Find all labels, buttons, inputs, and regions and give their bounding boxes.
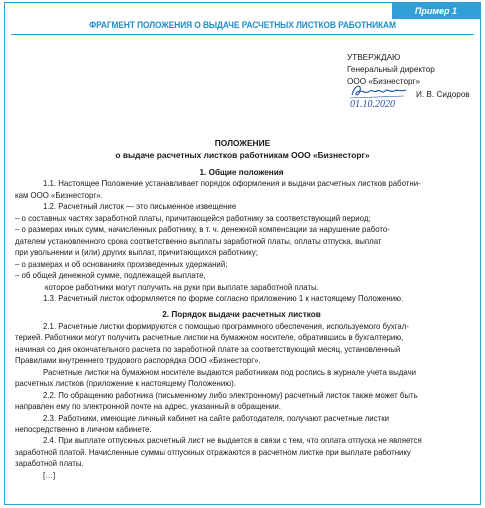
approval-line-1: УТВЕРЖДАЮ (347, 53, 401, 62)
handwritten-signature (348, 81, 410, 101)
paragraph-line: 2.1. Расчетные листки формируются с помощью программного обеспечения, используемого бухгал- (43, 321, 409, 331)
paragraph-line: кам ООО «Бизнесторг». (15, 190, 103, 200)
paragraph-line: дателем установленного срока соответственно выплаты заработной платы, оплаты отпуска, выплат (15, 236, 382, 246)
paragraph-line: 2.4. При выплате отпускных расчетный лист не выдается в связи с тем, что оплата отпуска не является (43, 436, 422, 446)
document-body (15, 167, 468, 481)
ellipsis-marker: […] (43, 470, 56, 480)
document-title (5, 137, 480, 161)
approval-line-2: Генеральный директор (347, 65, 435, 74)
list-item: – о размерах иных сумм, начисленных работнику, в т. ч. денежной компенсации за нарушение работо- (15, 225, 390, 235)
list-item: – о составных частях заработной платы, причитающейся работнику за соответствующий период; (15, 213, 371, 223)
approval-date: 01.10.2020 (350, 99, 395, 110)
paragraph-line: заработной платы. (15, 459, 84, 469)
paragraph-line: расчетных листков (приложение к настоящему Положению). (15, 379, 236, 389)
paragraph-line: непосредственно в личном кабинете. (15, 424, 152, 434)
list-item: – о размерах и об основаниях произведенных удержаний; (15, 259, 228, 269)
paragraph-line: терией. Работники могут получить расчетные листки на бумажном носителе, обратившись в бухгалтерию, (15, 333, 404, 343)
paragraph-line: 1.1. Настоящее Положение устанавливает порядок оформления и выдачи расчетных листков работни- (43, 179, 421, 189)
paragraph-line: Расчетные листки на бумажном носителе выдаются работникам под роспись в журнале учета выдачи (43, 367, 417, 377)
paragraph-line: Правилами внутреннего трудового распорядка ООО «Бизнесторг». (15, 356, 261, 366)
document-title-line-1: ПОЛОЖЕНИЕ (214, 138, 271, 148)
header-divider (11, 34, 474, 35)
approval-line-3: ООО «Бизнесторг» (347, 77, 421, 86)
list-item: – об общей денежной сумме, подлежащей выплате, (15, 271, 206, 281)
paragraph-line: при увольнении и (или) других выплат, причитающихся работнику; (15, 248, 258, 258)
paragraph-line: 2.3. Работники, имеющие личный кабинет на сайте работодателя, получают расчетные листки (43, 413, 390, 423)
paragraph-line: начиная со дня окончательного расчета по заработной плате за соответствующий месяц, установленный (15, 344, 401, 354)
paragraph-line: 2.2. По обращению работника (письменному либо электронному) расчетный листок также может быть (43, 390, 418, 400)
paragraph-line: направлен ему по электронной почте на адрес, указанный в обращении. (15, 402, 281, 412)
approval-name: И. В. Сидоров (416, 90, 470, 99)
section-2-title: 2. Порядок выдачи расчетных листков (162, 310, 321, 320)
example-frame (4, 2, 481, 505)
paragraph-line: заработной платой. Начисленные суммы отпускных отражаются в расчетном листке при выплате работнику (15, 447, 411, 457)
document-title-line-2: о выдаче расчетных листков работникам ООО «Бизнесторг» (115, 150, 370, 160)
example-tab: Пример 1 (392, 3, 480, 19)
paragraph-line: 1.3. Расчетный листок оформляется по форме согласно приложению 1 к настоящему Положению. (43, 293, 404, 303)
paragraph-line: 1.2. Расчетный листок — это письменное извещение (43, 202, 237, 212)
section-1-title: 1. Общие положения (199, 168, 284, 177)
paragraph-line: которое работники могут получить на руки при выплате заработной платы. (45, 282, 319, 292)
header-title: ФРАГМЕНТ ПОЛОЖЕНИЯ О ВЫДАЧЕ РАСЧЕТНЫХ ЛИСТКОВ РАБОТНИКАМ (89, 20, 396, 30)
